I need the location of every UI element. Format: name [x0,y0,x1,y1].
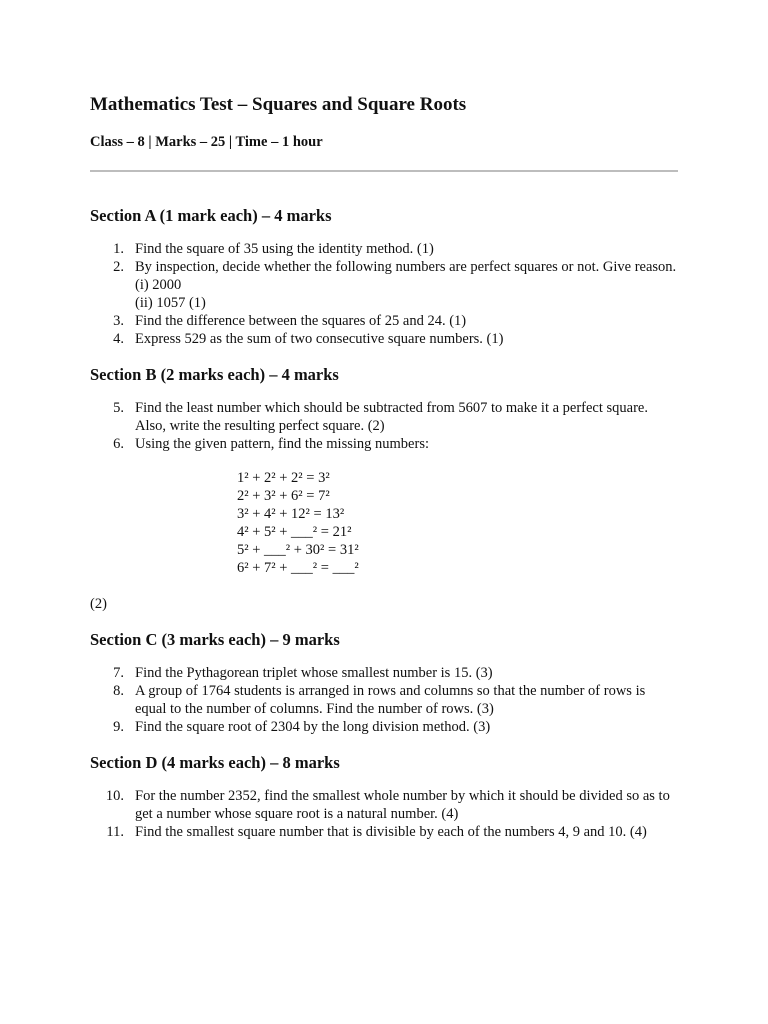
section-b-title: Section B (2 marks each) – 4 marks [90,365,339,384]
section-a-title: Section A (1 mark each) – 4 marks [90,206,332,225]
question-text: Find the difference between the squares of 25 and 24. (1) [135,313,467,329]
question-7 [90,664,678,682]
pattern-line: 3² + 4² + 12² = 13² [237,506,345,522]
pattern-line: 2² + 3² + 6² = 7² [237,488,330,504]
question-text: Using the given pattern, find the missing numbers: [135,436,429,452]
pattern-line: 5² + ___² + 30² = 31² [237,542,359,558]
question-number: 1. [113,241,124,257]
question-number: 4. [113,331,124,347]
question-text: By inspection, decide whether the following numbers are perfect squares or not. Give reason. [135,259,677,275]
question-number: 5. [113,400,124,416]
section-c-title: Section C (3 marks each) – 9 marks [90,630,340,649]
question-subitem: (ii) 1057 (1) [135,295,206,311]
number-pattern [237,469,678,577]
divider [90,170,678,172]
section-c [90,628,678,736]
question-text: Find the Pythagorean triplet whose smallest number is 15. (3) [135,665,493,681]
section-d [90,751,678,841]
question-6 [90,435,678,453]
question-text: Find the square of 35 using the identity method. (1) [135,241,434,257]
section-a-questions [90,240,678,348]
question-number: 9. [113,719,124,735]
question-number: 7. [113,665,124,681]
pattern-line: 6² + 7² + ___² = ___² [237,560,359,576]
section-b [90,363,678,613]
pattern-line: 4² + 5² + ___² = 21² [237,524,352,540]
question-2 [90,258,678,312]
question-number: 8. [113,683,124,699]
question-number: 11. [106,824,124,840]
section-d-title: Section D (4 marks each) – 8 marks [90,753,340,772]
question-number: 2. [113,259,124,275]
question-number: 10. [105,788,124,804]
question-10 [90,787,678,823]
section-c-questions [90,664,678,736]
question-4 [90,330,678,348]
question-5 [90,399,678,435]
question-number: 6. [113,436,124,452]
question-1 [90,240,678,258]
question-text: Find the square root of 2304 by the long division method. (3) [135,719,491,735]
section-a [90,204,678,348]
question-3 [90,312,678,330]
question-text: A group of 1764 students is arranged in rows and columns so that the number of rows is equal to the number of columns. Find the number of rows. (3) [135,683,646,717]
section-d-questions [90,787,678,841]
question-subitem: (i) 2000 [135,277,182,293]
marks-note: (2) [90,596,107,612]
question-11 [90,823,678,841]
pattern-line: 1² + 2² + 2² = 3² [237,470,330,486]
question-text: Find the least number which should be subtracted from 5607 to make it a perfect square. Also, write the resulting perfect square. (2) [135,400,648,434]
question-number: 3. [113,313,124,329]
question-text: Express 529 as the sum of two consecutive square numbers. (1) [135,331,504,347]
question-8 [90,682,678,718]
test-meta: Class – 8 | Marks – 25 | Time – 1 hour [90,134,323,150]
question-9 [90,718,678,736]
question-text: For the number 2352, find the smallest whole number by which it should be divided so as to get a number whose square root is a natural number. (4) [135,788,670,822]
question-text: Find the smallest square number that is divisible by each of the numbers 4, 9 and 10. (4) [135,824,647,840]
section-b-questions [90,399,678,453]
page-title: Mathematics Test – Squares and Square Roots [90,94,467,115]
